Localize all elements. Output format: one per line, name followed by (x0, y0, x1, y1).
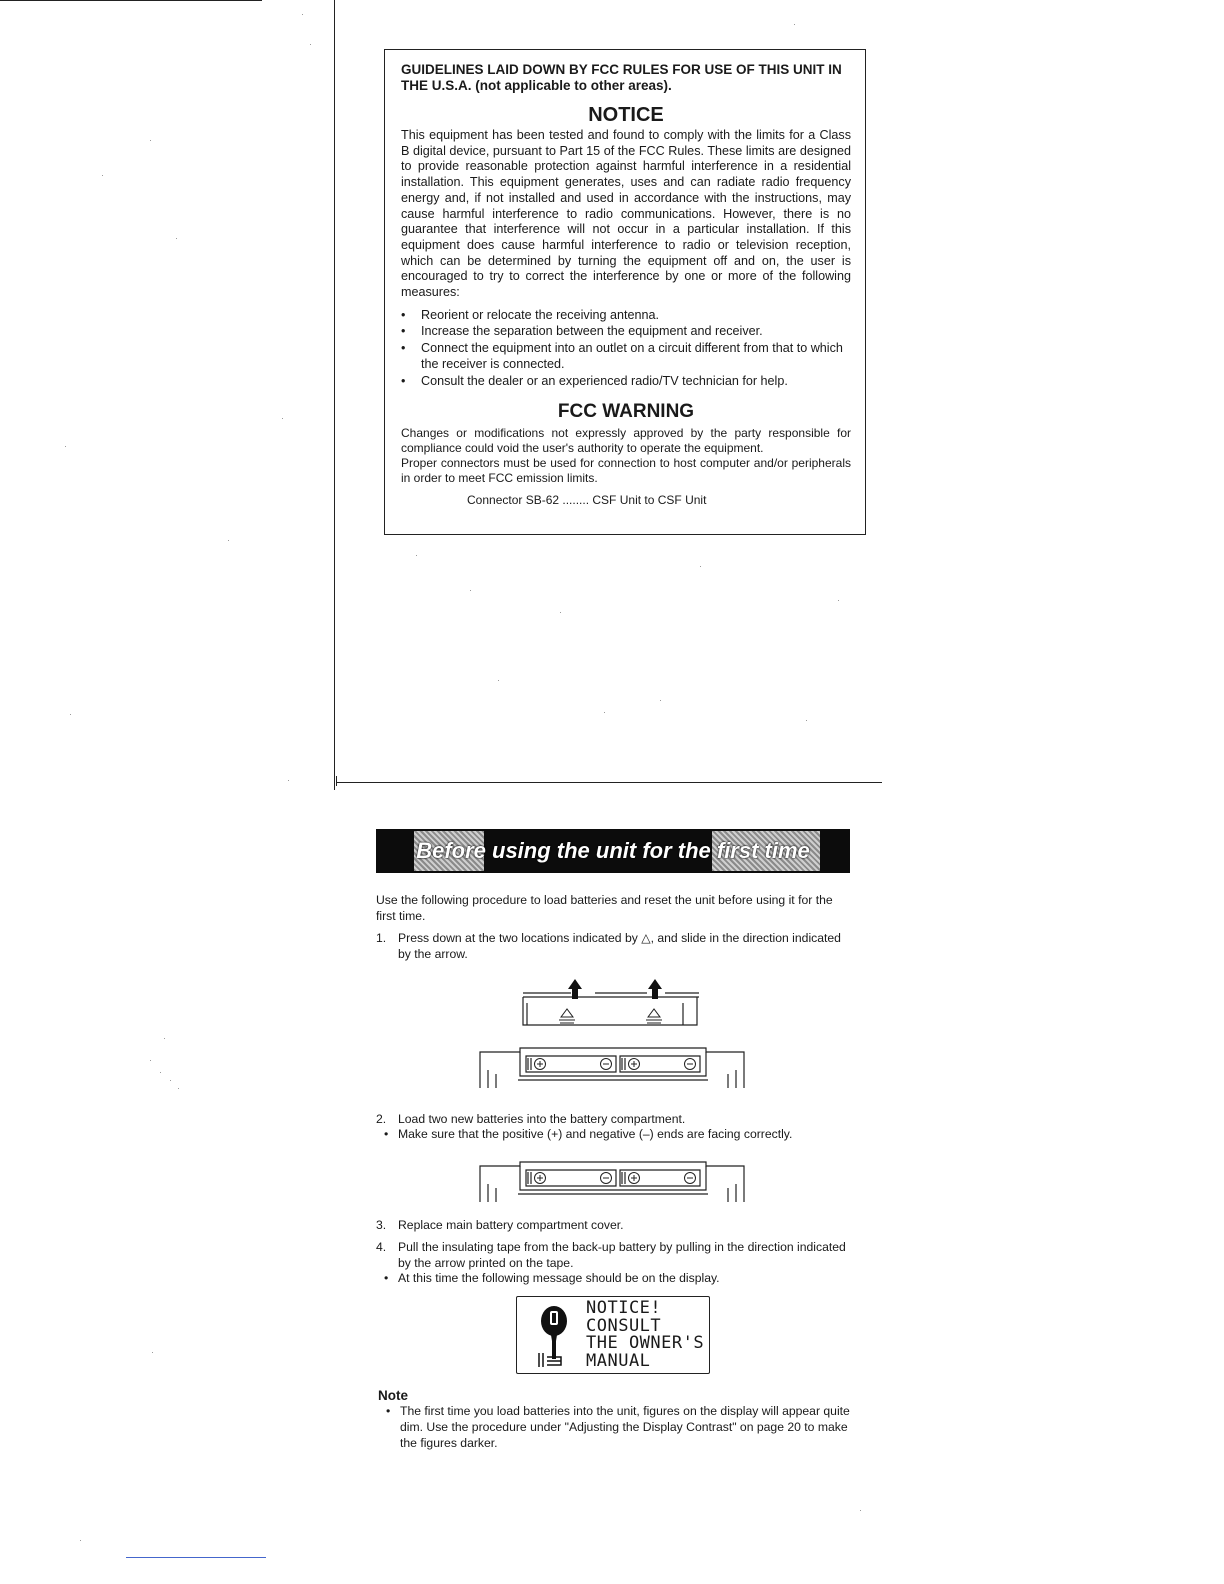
bullet-text: Make sure that the positive (+) and negative (–) ends are facing correctly. (398, 1127, 793, 1141)
step-number: 4. (376, 1240, 387, 1254)
notice-body: This equipment has been tested and found to comply with the limits for a Class B digital device, pursuant to Part 15 of the FCC Rules. These limits are designed to provide reasonable protection against harmful interference in a residential installation. This equipment generates, uses and can radiate radio frequency energy and, if not installed and used in accordance with the instructions, may cause harmful interference to radio communications. However, there is no guarantee that interference will not occur in a particular installation. If this equipment does cause harmful interference to radio or television reception, which can be determined by turning the equipment off and on, the user is encouraged to try to correct the interference by one or more of the following measures: (401, 128, 851, 300)
fcc-warning-body-1: Changes or modifications not expressly approved by the party responsible for compliance could void the user's authority to operate the equipment. (401, 426, 851, 456)
fcc-warning-title: FCC WARNING (557, 401, 695, 423)
note-bullet (378, 1404, 854, 1454)
bullet-icon: • (384, 1127, 389, 1141)
step-text: Pull the insulating tape from the back-up battery by pulling in the direction indicated by the arrow printed on the tape. (398, 1240, 846, 1270)
arrow-up-icon (568, 979, 582, 999)
page-divider-vertical (334, 0, 335, 790)
lcd-line-3: THE OWNER'S (586, 1333, 705, 1353)
measures-list (401, 308, 851, 390)
lcd-display (516, 1296, 710, 1374)
bullet-text: At this time the following message should be on the display. (398, 1271, 720, 1285)
measure-item: • Reorient or relocate the receiving antenna. (401, 308, 851, 324)
fcc-heading: GUIDELINES LAID DOWN BY FCC RULES FOR USE OF THIS UNIT IN THE U.S.A. (not applicable to other areas). (401, 62, 842, 93)
step-text: Press down at the two locations indicated by △, and slide in the direction indicated by the arrow. (398, 931, 841, 961)
battery-compartment-illustration (478, 1046, 748, 1090)
connector-line: Connector SB-62 ........ CSF Unit to CSF Unit (467, 493, 707, 508)
owner-manual-icon (521, 1301, 573, 1369)
intro-paragraph: Use the following procedure to load batteries and reset the unit before using it for the first time. (376, 893, 833, 923)
bullet-icon: • (386, 1404, 391, 1418)
step-number: 3. (376, 1218, 387, 1232)
fcc-notice-box (384, 49, 866, 535)
step-number: 2. (376, 1112, 387, 1126)
battery-orientation-illustration (478, 1160, 748, 1204)
fcc-warning-body-2: Proper connectors must be used for connection to host computer and/or peripherals in order to meet FCC emission limits. (401, 456, 851, 486)
press-triangle-icon (559, 1009, 575, 1023)
lcd-line-1: NOTICE! (586, 1298, 662, 1318)
section-title: Before using the unit for the first time (416, 838, 810, 863)
lcd-message (586, 1300, 704, 1370)
divider-tick (336, 776, 343, 786)
press-triangle-icon (646, 1009, 662, 1023)
step-3 (376, 1218, 854, 1234)
top-left-rule (0, 0, 262, 1)
step-1 (376, 931, 854, 963)
notice-title: NOTICE (588, 104, 664, 126)
section-banner (376, 829, 850, 873)
note-title: Note (378, 1388, 408, 1403)
bullet-icon: • (384, 1271, 389, 1285)
measure-item: • Consult the dealer or an experienced radio/TV technician for help. (401, 374, 851, 390)
arrow-up-icon (648, 979, 662, 999)
lcd-line-2: CONSULT (586, 1315, 662, 1336)
step-number: 1. (376, 931, 387, 945)
page-divider-horizontal (336, 782, 882, 783)
cover-slide-illustration (515, 975, 705, 1031)
note-text: The first time you load batteries into the unit, figures on the display will appear quite dim. Use the procedure under "Adjusting the Display Contrast" on page 20 to make the figures darker. (400, 1404, 850, 1450)
step-4 (376, 1240, 854, 1272)
step-4-bullet (376, 1271, 854, 1287)
step-text: Load two new batteries into the battery compartment. (398, 1112, 686, 1126)
step-2-bullet (376, 1127, 854, 1143)
step-2 (376, 1112, 854, 1128)
measure-item: • Connect the equipment into an outlet on a circuit different from that to which the receiver is connected. (401, 341, 851, 372)
lcd-line-4: MANUAL (586, 1350, 651, 1371)
measure-item: • Increase the separation between the equipment and receiver. (401, 324, 851, 340)
bottom-rule (126, 1557, 266, 1558)
step-text: Replace main battery compartment cover. (398, 1218, 624, 1232)
